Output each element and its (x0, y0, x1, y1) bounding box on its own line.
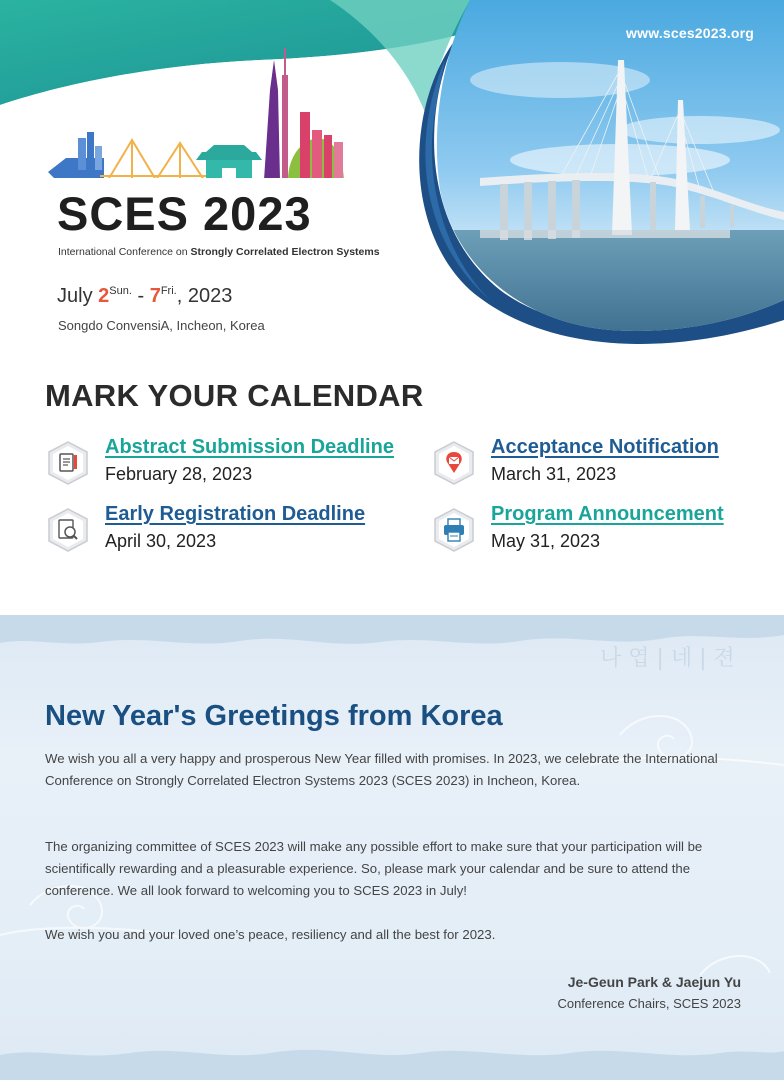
deadline-date-acceptance: March 31, 2023 (491, 464, 617, 484)
deadline-item-acceptance (431, 436, 784, 492)
greeting-paragraph-1: We wish you all a very happy and prosperous New Year filled with promises. In 2023, we celebrate the International Conference on Strongly Correlated Electron Systems 2023 (SCES 2023) in Incheon, Korea. (45, 751, 718, 788)
deadline-date-registration: April 30, 2023 (105, 531, 217, 551)
deadline-link-abstract[interactable]: Abstract Submission Deadline (105, 436, 394, 458)
dates-start-weekday: Sun. (109, 285, 132, 297)
conference-title: SCES 2023 (57, 187, 312, 240)
deadline-link-acceptance[interactable]: Acceptance Notification (491, 436, 719, 458)
printer-icon (431, 507, 477, 553)
signer-role: Conference Chairs, SCES 2023 (557, 996, 741, 1011)
greeting-paragraph-3: We wish you and your loved one’s peace, resiliency and all the best for 2023. (45, 927, 496, 942)
greeting-title: New Year's Greetings from Korea (45, 700, 503, 732)
deadline-item-program (431, 503, 784, 559)
calendar-heading: MARK YOUR CALENDAR (45, 378, 424, 413)
document-icon (45, 440, 91, 486)
dates-year: , 2023 (176, 285, 233, 307)
search-document-icon (45, 507, 91, 553)
deadline-link-program[interactable]: Program Announcement (491, 503, 724, 525)
signer-names: Je-Geun Park & Jaejun Yu (567, 974, 741, 990)
dates-separator: - (137, 285, 145, 307)
dates-start-day: 2 (98, 285, 110, 307)
conference-subtitle (58, 246, 380, 258)
subtitle-prefix: International Conference on (58, 246, 188, 258)
deadline-item-registration (45, 503, 405, 559)
site-url-link[interactable]: www.sces2023.org (626, 25, 754, 41)
svg-text:나 엽 | 네 | 젼: 나 엽 | 네 | 젼 (600, 646, 735, 671)
deadline-date-program: May 31, 2023 (491, 531, 601, 551)
deadline-link-registration[interactable]: Early Registration Deadline (105, 503, 366, 525)
event-dates (57, 285, 232, 308)
deadline-item-abstract (45, 436, 405, 492)
mail-pin-icon (431, 440, 477, 486)
deadline-date-abstract: February 28, 2023 (105, 464, 253, 484)
greeting-paragraph-2: The organizing committee of SCES 2023 will make any possible effort to make sure that your participation will be scientifically rewarding and a pleasurable experience. So, please mark your calendar and be sure to attend the conference. We all look forward to welcoming you to SCES 2023 in July! (45, 839, 703, 898)
dates-end-day: 7 (149, 285, 161, 307)
dates-month: July (57, 285, 93, 307)
subtitle-bold: Strongly Correlated Electron Systems (190, 246, 380, 258)
event-venue: Songdo ConvensiA, Incheon, Korea (58, 318, 265, 333)
dates-end-weekday: Fri. (160, 285, 177, 297)
greeting-panel (0, 615, 784, 1080)
header-banner (0, 0, 784, 360)
